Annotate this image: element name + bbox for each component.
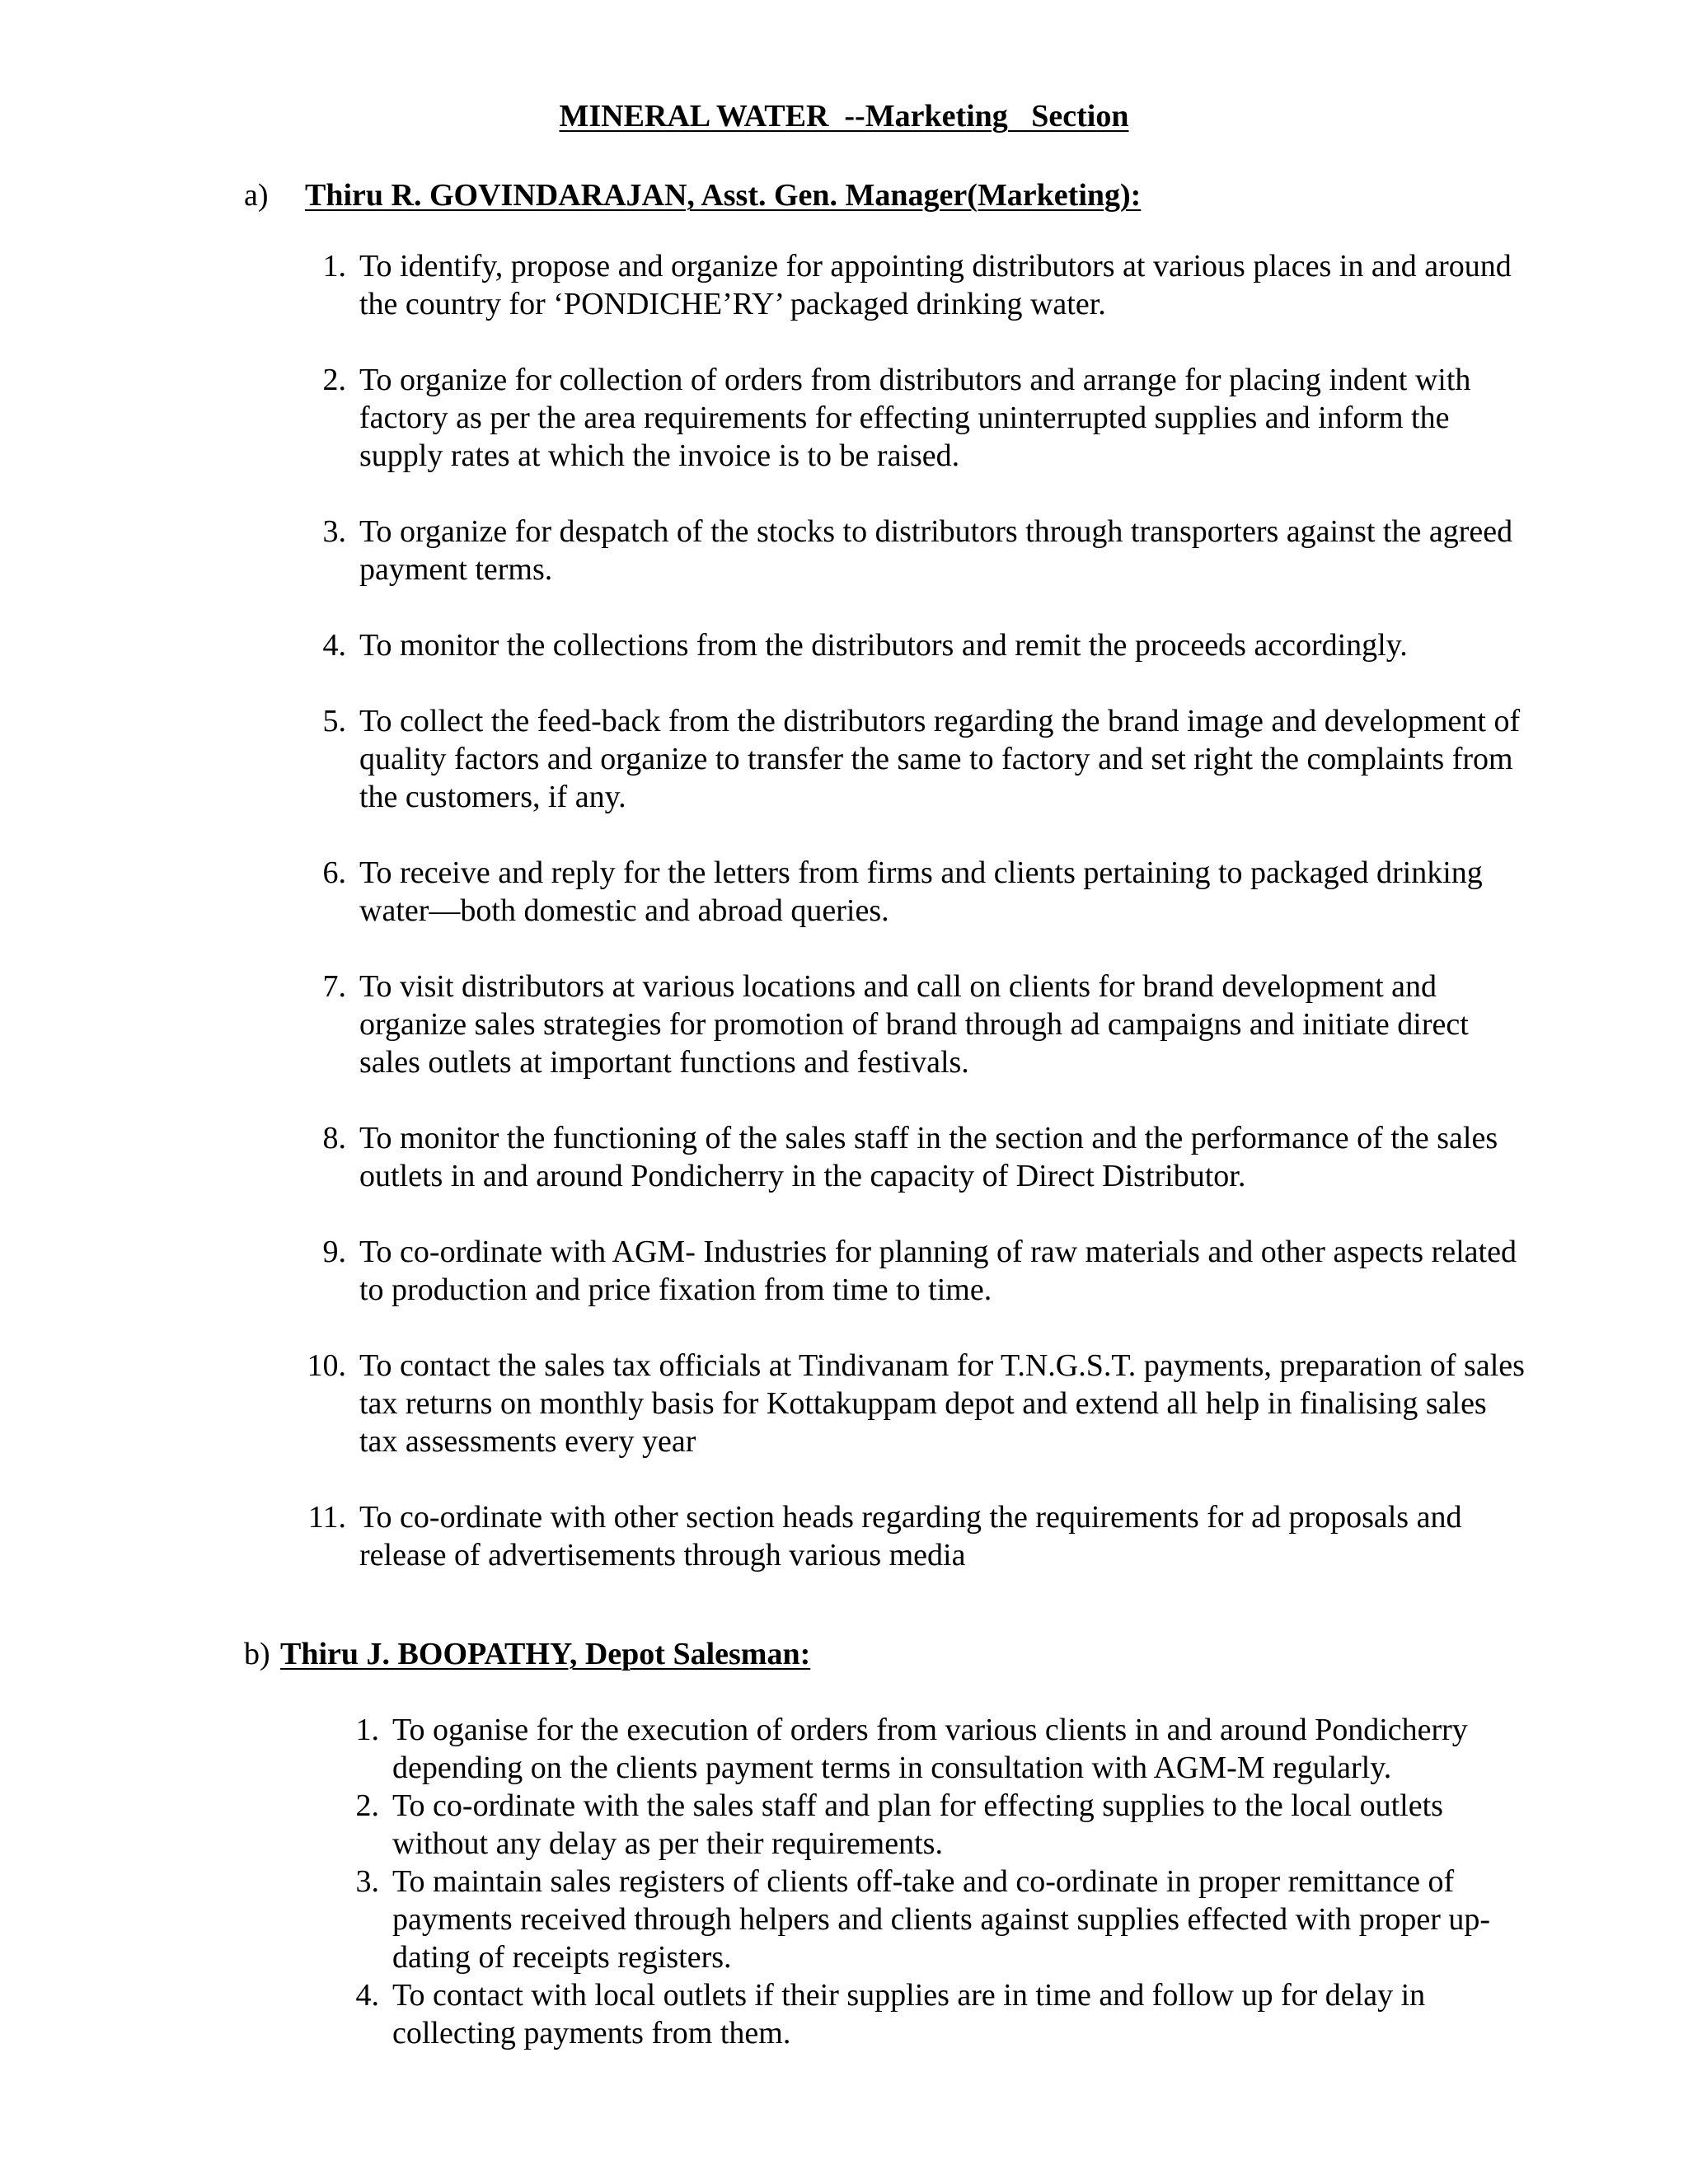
list-item: [322, 968, 1530, 1081]
list-item-number: 4.: [322, 628, 346, 663]
list-item-text: To receive and reply for the letters from firms and clients pertaining to packaged drinking water—both domestic and abroad queries.: [359, 855, 1483, 928]
list-item: [355, 1711, 1530, 1787]
list-item-number: 2.: [322, 363, 346, 397]
list-item-text: To maintain sales registers of clients off-take and co-ordinate in proper remittance of payments received through helpers and clients against supplies effected with proper up-dating of receipts registers.: [392, 1864, 1491, 1975]
list-item-number: 10.: [307, 1348, 346, 1383]
list-item-text: To co-ordinate with other section heads regarding the requirements for ad proposals and release of advertisements through various media: [359, 1500, 1462, 1572]
list-item: [322, 1119, 1530, 1195]
list-item-number: 6.: [322, 855, 346, 890]
list-item-number: 1.: [355, 1713, 379, 1747]
list-item-number: 2.: [355, 1788, 379, 1823]
page-title-text: MINERAL WATER --Marketing Section: [559, 99, 1129, 134]
list-item: [355, 1787, 1530, 1863]
section-a-duties-list: [307, 247, 1530, 1612]
list-item-text: To monitor the collections from the distributors and remit the proceeds accordingly.: [359, 628, 1408, 663]
list-item-text: To visit distributors at various locations and call on clients for brand development and organize sales strategies for promotion of brand through ad campaigns and initiate direct sales outlets at important functions and festivals.: [359, 969, 1469, 1080]
list-item-text: To identify, propose and organize for appointing distributors at various places in and around the country for ‘PONDICHE’RY’ packaged drinking water.: [359, 249, 1512, 321]
list-item: [355, 1976, 1530, 2052]
list-item-text: To contact with local outlets if their supplies are in time and follow up for delay in collecting payments from them.: [392, 1978, 1426, 2050]
list-item: [322, 247, 1530, 323]
list-item-text: To oganise for the execution of orders from various clients in and around Pondicherry depending on the clients payment terms in consultation with AGM-M regularly.: [392, 1713, 1468, 1785]
list-item-text: To contact the sales tax officials at Tindivanam for T.N.G.S.T. payments, preparation of sales tax returns on monthly basis for Kottakuppam depot and extend all help in finalising sales tax assessments every year: [359, 1348, 1525, 1459]
section-a-heading: [244, 171, 1141, 219]
page-title: [0, 92, 1688, 140]
list-item-number: 11.: [307, 1500, 346, 1535]
list-item: [307, 1498, 1530, 1574]
list-item-text: To organize for collection of orders from distributors and arrange for placing indent with factory as per the area requirements for effecting uninterrupted supplies and inform the supply rates at which the invoice is to be raised.: [359, 363, 1471, 473]
list-item-text: To co-ordinate with the sales staff and plan for effecting supplies to the local outlets without any delay as per their requirements.: [392, 1788, 1443, 1861]
list-item: [322, 361, 1530, 475]
list-item-number: 3.: [322, 514, 346, 549]
list-item: [307, 1347, 1530, 1460]
list-item: [322, 1233, 1530, 1309]
section-b-heading-text: Thiru J. BOOPATHY, Depot Salesman:: [280, 1637, 811, 1671]
list-item-number: 9.: [322, 1235, 346, 1269]
section-b-marker: b): [244, 1637, 270, 1671]
section-b-heading: [244, 1630, 810, 1678]
list-item-text: To collect the feed-back from the distributors regarding the brand image and development of quality factors and organize to transfer the same to factory and set right the complaints from the customers, if any.: [359, 704, 1521, 814]
list-item-number: 7.: [322, 969, 346, 1004]
list-item-number: 8.: [322, 1121, 346, 1155]
list-item-text: To monitor the functioning of the sales staff in the section and the performance of the sales outlets in and around Pondicherry in the capacity of Direct Distributor.: [359, 1121, 1498, 1193]
list-item-number: 1.: [322, 249, 346, 284]
list-item: [355, 1863, 1530, 1976]
list-item: [322, 702, 1530, 816]
list-item-number: 4.: [355, 1978, 379, 2013]
list-item-text: To organize for despatch of the stocks to distributors through transporters against the agreed payment terms.: [359, 514, 1513, 587]
section-a-marker: a): [244, 178, 269, 213]
section-a-heading-text: Thiru R. GOVINDARAJAN, Asst. Gen. Manager(Marketing):: [305, 178, 1142, 213]
list-item: [322, 854, 1530, 930]
list-item-text: To co-ordinate with AGM- Industries for planning of raw materials and other aspects related to production and price fixation from time to time.: [359, 1235, 1517, 1307]
list-item-number: 5.: [322, 704, 346, 738]
section-b-duties-list: [355, 1711, 1530, 2052]
list-item: [322, 626, 1530, 664]
list-item-number: 3.: [355, 1864, 379, 1899]
list-item: [322, 513, 1530, 588]
